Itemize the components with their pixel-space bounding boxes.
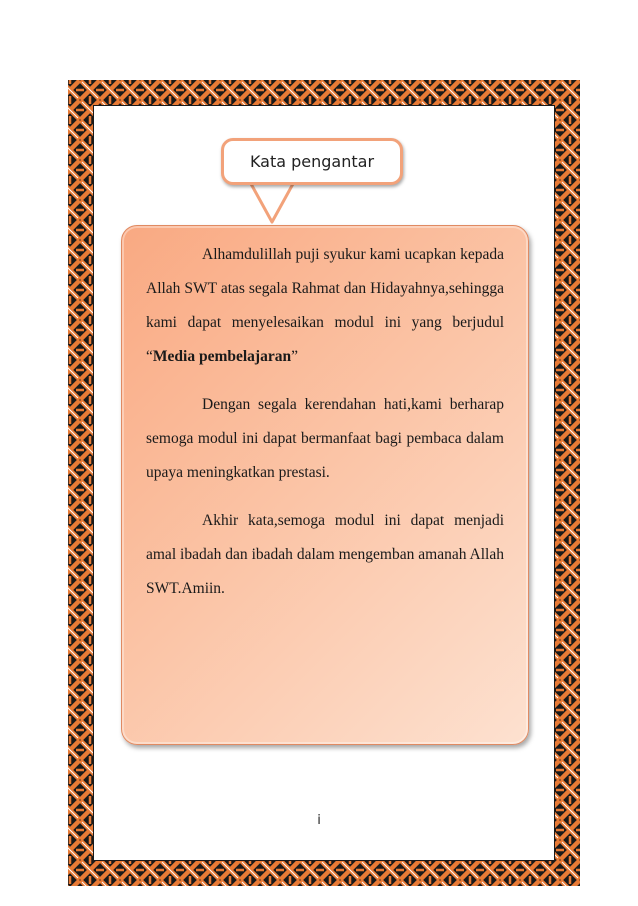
paragraph-2: Dengan segala kerendahan hati,kami berharap semoga modul ini dapat bermanfaat bagi pembaca dalam upaya meningkatkan prestasi. — [146, 396, 504, 481]
paragraph-1 — [146, 238, 504, 374]
title-label: Kata pengantar — [249, 152, 375, 171]
page-number: i — [317, 813, 321, 828]
speech-bubble-tail — [248, 182, 298, 228]
paragraph-1-text: Alhamdulillah puji syukur kami ucapkan kepada Allah SWT atas segala Rahmat dan Hidayahnya,sehingga kami dapat menyelesaikan modul ini yang berjudul “ — [146, 246, 504, 365]
title-speech-bubble — [221, 138, 403, 185]
closing-quote: ” — [291, 348, 298, 365]
preface-card — [121, 225, 529, 745]
paragraph-3: Akhir kata,semoga modul ini dapat menjadi amal ibadah dan ibadah dalam mengemban amanah Allah SWT.Amiin. — [146, 512, 504, 597]
module-title: Media pembelajaran — [152, 348, 292, 365]
